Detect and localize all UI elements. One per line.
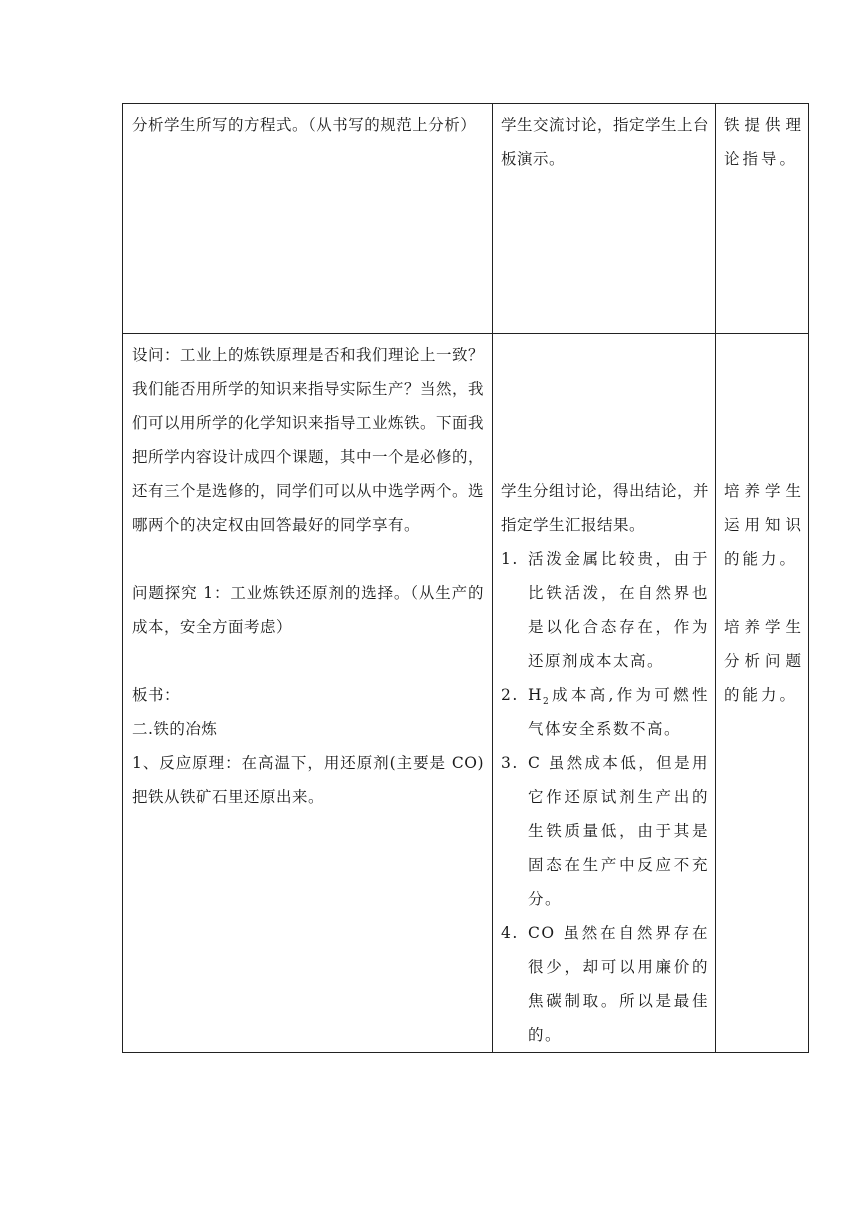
lesson-plan-table	[122, 103, 809, 1053]
list-item: 4. CO 虽然在自然界存在很少，却可以用廉价的焦碳制取。所以是最佳的。	[501, 924, 709, 1044]
teacher-question-text: 设问：工业上的炼铁原理是否和我们理论上一致？我们能否用所学的知识来指导实际生产？当然，我们可以用所学的化学知识来指导工业炼铁。下面我把所学内容设计成四个课题，其中一个是必修的，还有三个是选修的，同学们可以从中选学两个。选哪两个的决定权由回答最好的同学享有。	[132, 346, 485, 534]
design-purpose-text: 培养学生分析问题的能力。	[724, 618, 804, 704]
findings-list	[501, 542, 709, 1052]
design-purpose-cell	[716, 334, 809, 1053]
design-purpose-cell	[716, 104, 809, 334]
inquiry-question-text: 问题探究 1：工业炼铁还原剂的选择。（从生产的成本，安全方面考虑）	[132, 584, 484, 636]
student-activity-cell	[493, 334, 716, 1053]
list-item: 1. 活泼金属比较贵，由于比铁活泼，在自然界也是以化合态存在，作为还原剂成本太高。	[501, 550, 709, 670]
list-item: 3. C 虽然成本低，但是用它作还原试剂生产出的生铁质量低，由于其是固态在生产中反应不充分。	[501, 754, 709, 908]
student-activity-text: 学生交流讨论，指定学生上台板演示。	[501, 116, 710, 168]
student-discussion-text: 学生分组讨论，得出结论，并指定学生汇报结果。	[501, 482, 710, 534]
design-purpose-text: 铁提供理论指导。	[724, 116, 804, 168]
teacher-activity-cell	[123, 334, 493, 1053]
teacher-activity-text: 分析学生所写的方程式。（从书写的规范上分析）	[132, 116, 477, 134]
student-activity-cell	[493, 104, 716, 334]
table-row	[123, 104, 809, 334]
reaction-principle-text: 1、反应原理：在高温下，用还原剂(主要是 CO)把铁从铁矿石里还原出来。	[132, 754, 484, 806]
design-purpose-text: 培养学生运用知识的能力。	[724, 482, 804, 568]
board-label: 板书：	[132, 686, 181, 704]
teacher-activity-cell	[123, 104, 493, 334]
section-title: 二.铁的冶炼	[132, 720, 218, 738]
table-row	[123, 334, 809, 1053]
list-item: 2. $H_2$成本高,作为可燃性气体安全系数不高。	[501, 686, 709, 738]
